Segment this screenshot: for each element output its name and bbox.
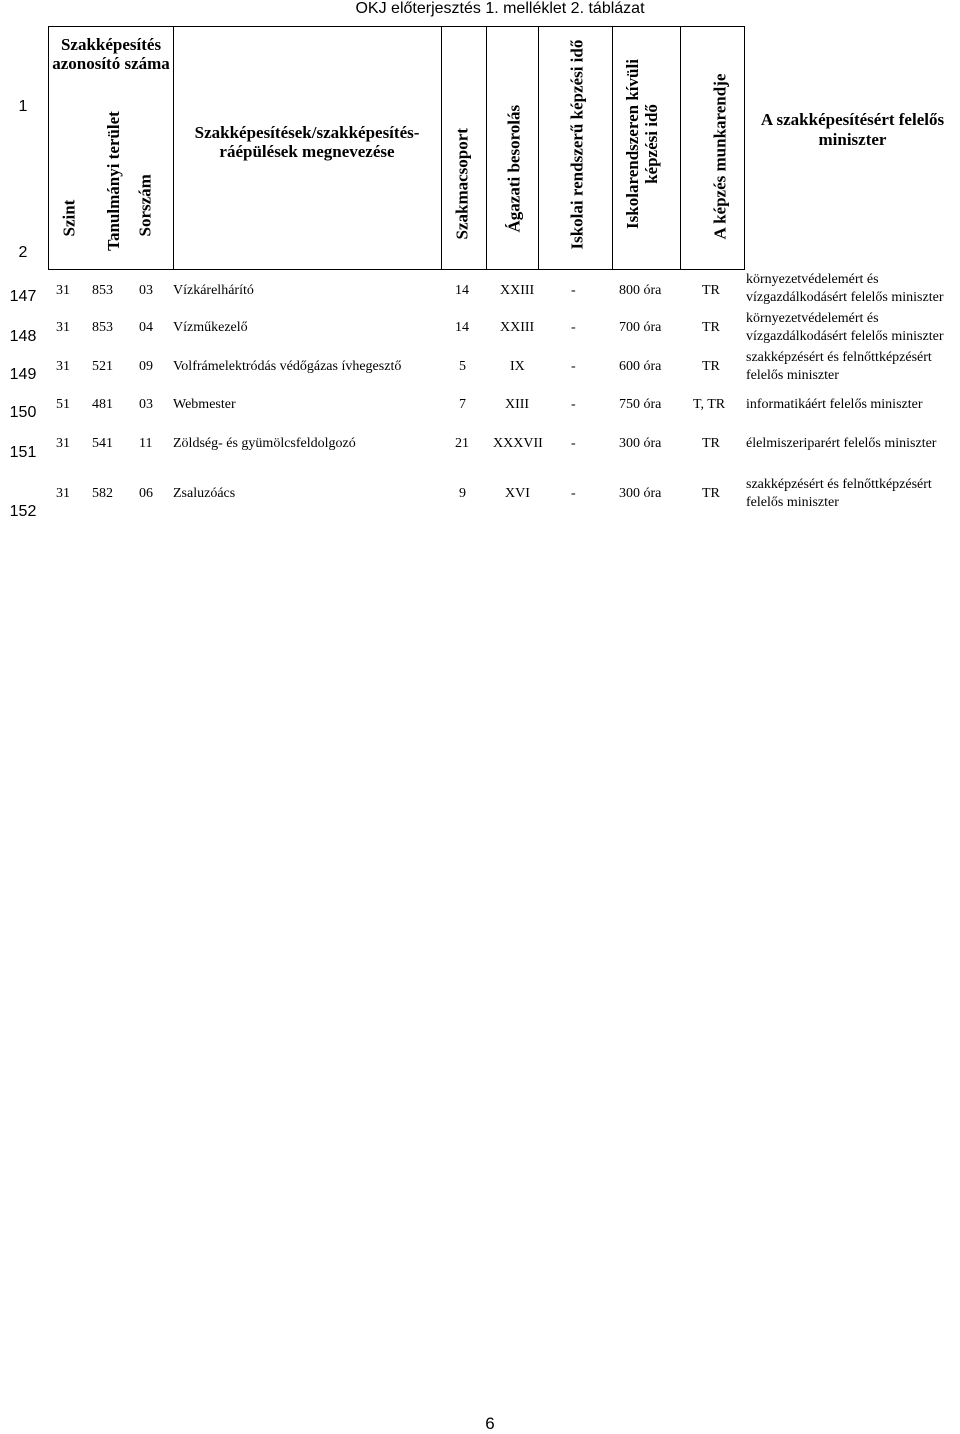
cell-munkarend: TR [702,283,720,298]
cell-sorszam: 09 [139,359,153,374]
cell-kivuli: 700 óra [619,320,662,335]
column-divider [680,27,681,269]
header-id-group: Szakképesítés azonosító száma [52,35,170,73]
header-name: Szakképesítések/szakképesítés-ráépülések megnevezése [194,123,420,161]
cell-minister: környezetvédelemért és vízgazdálkodásért felelős miniszter [746,311,944,344]
header-szakmacsoport: Szakmacsoport [452,128,472,240]
cell-szint: 51 [56,397,70,412]
cell-terulet: 521 [92,359,113,374]
cell-iskolai: - [571,436,576,451]
cell-sorszam: 06 [139,486,153,501]
cell-sorszam: 03 [139,397,153,412]
cell-iskolai: - [571,320,576,335]
column-divider [486,27,487,269]
row-number: 147 [9,288,37,305]
cell-terulet: 853 [92,320,113,335]
cell-iskolai: - [571,397,576,412]
cell-terulet: 481 [92,397,113,412]
cell-szint: 31 [56,436,70,451]
cell-munkarend: TR [702,320,720,335]
cell-munkarend: T, TR [693,397,726,412]
cell-name: Vízkárelhárító [173,283,254,298]
cell-terulet: 582 [92,486,113,501]
row-number: 1 [18,98,28,115]
cell-szint: 31 [56,486,70,501]
header-iskolai: Iskolai rendszerű képzési idő [567,39,587,250]
column-divider [538,27,539,269]
cell-iskolai: - [571,486,576,501]
cell-szint: 31 [56,359,70,374]
cell-munkarend: TR [702,359,720,374]
column-divider [441,27,442,269]
row-number: 149 [9,366,37,383]
page-title: OKJ előterjesztés 1. melléklet 2. táblázat [355,0,645,17]
cell-agazati: XVI [505,486,530,501]
cell-kivuli: 800 óra [619,283,662,298]
header-munkarend: A képzés munkarendje [710,73,730,240]
page-number: 6 [485,1414,495,1433]
cell-sorszam: 11 [139,436,153,451]
row-number: 2 [18,244,28,261]
row-number: 148 [9,328,37,345]
cell-szakmacsoport: 14 [455,283,469,298]
cell-szint: 31 [56,283,70,298]
row-number-column [0,0,50,540]
cell-kivuli: 750 óra [619,397,662,412]
cell-name: Volfrámelektródás védőgázas ívhegesztő [173,359,402,374]
cell-minister: informatikáért felelős miniszter [746,397,923,412]
cell-iskolai: - [571,359,576,374]
cell-szakmacsoport: 14 [455,320,469,335]
row-number: 151 [9,444,37,461]
header-iskolarendszeren: Iskolarendszeren kívüli képzési idő [623,59,661,229]
cell-minister: környezetvédelemért és vízgazdálkodásért felelős miniszter [746,272,944,305]
header-sorszam: Sorszám [135,174,155,237]
cell-minister: szakképzésért és felnőttképzésért felelős miniszter [746,477,932,510]
cell-agazati: XXXVII [493,436,543,451]
cell-szint: 31 [56,320,70,335]
cell-minister: élelmiszeriparért felelős miniszter [746,436,937,451]
cell-agazati: XIII [505,397,530,412]
header-tanulmanyi: Tanulmányi terület [104,111,123,251]
cell-sorszam: 04 [139,320,153,335]
column-divider [612,27,613,269]
header-agazati: Ágazati besorolás [504,104,524,233]
row-number: 152 [9,503,37,520]
cell-munkarend: TR [702,486,720,501]
cell-minister: szakképzésért és felnőttképzésért felelős miniszter [746,350,932,383]
cell-name: Webmester [173,397,236,412]
cell-name: Zöldség- és gyümölcsfeldolgozó [173,436,356,451]
cell-munkarend: TR [702,436,720,451]
cell-sorszam: 03 [139,283,153,298]
header-szint: Szint [59,199,79,237]
cell-agazati: XXIII [500,320,535,335]
cell-kivuli: 300 óra [619,486,662,501]
cell-szakmacsoport: 7 [459,397,466,412]
cell-name: Zsaluzóács [173,486,236,501]
cell-szakmacsoport: 9 [459,486,466,501]
cell-iskolai: - [571,283,576,298]
table-header [48,26,745,270]
cell-agazati: IX [510,359,525,374]
cell-kivuli: 600 óra [619,359,662,374]
cell-szakmacsoport: 5 [459,359,466,374]
row-number: 150 [9,404,37,421]
cell-name: Vízműkezelő [173,320,248,335]
cell-terulet: 853 [92,283,113,298]
header-minister: A szakképesítésért felelős miniszter [760,110,945,149]
cell-terulet: 541 [92,436,113,451]
cell-agazati: XXIII [500,283,535,298]
cell-kivuli: 300 óra [619,436,662,451]
cell-szakmacsoport: 21 [455,436,469,451]
